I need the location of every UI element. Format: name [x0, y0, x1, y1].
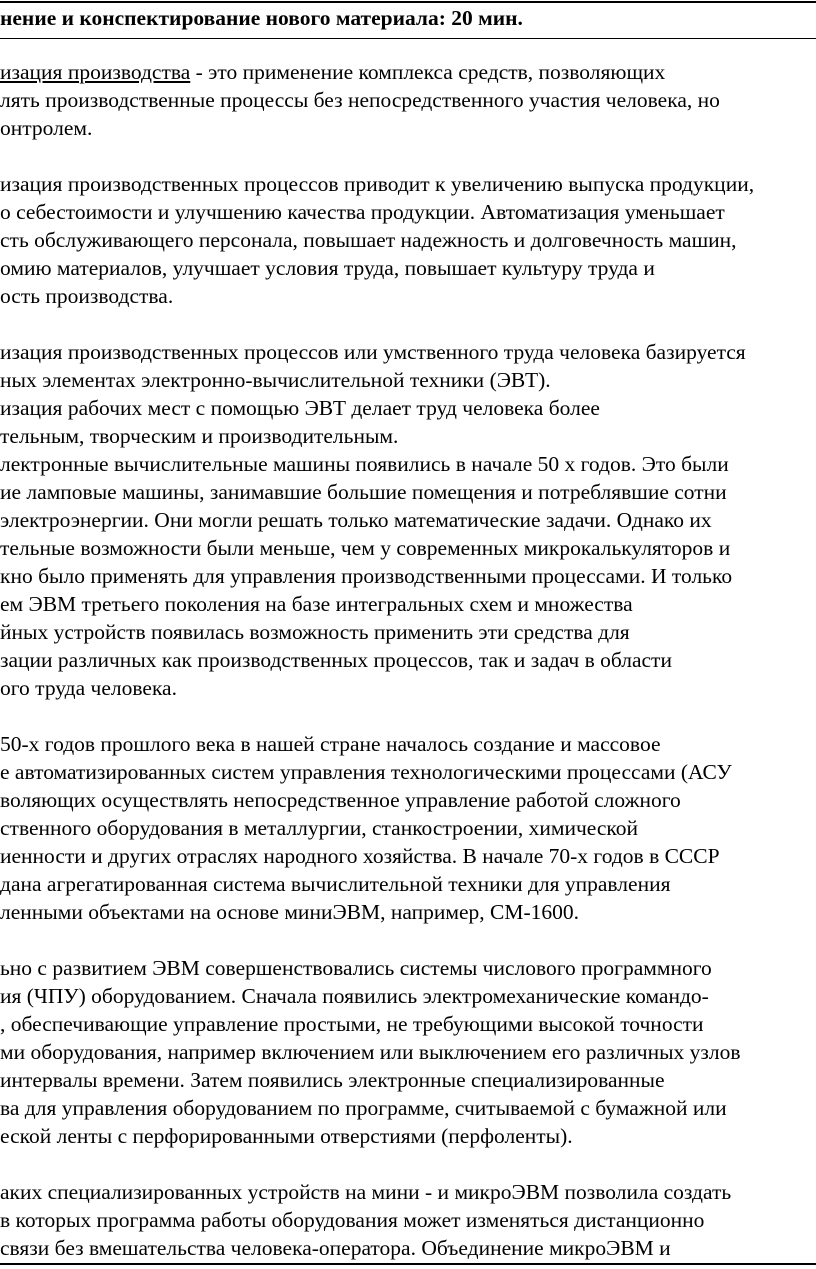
bottom-rule: [0, 1263, 816, 1265]
text-line: ми оборудования, например включением или выключением его различных узлов: [0, 1040, 741, 1064]
text-line: воляющих осуществлять непосредственное управление работой сложного: [0, 788, 681, 812]
text-line: ия (ЧПУ) оборудованием. Сначала появились электромеханические командо-: [0, 984, 709, 1008]
top-rule: [0, 1, 816, 3]
definition-first-line: [0, 58, 665, 86]
text-line: зации различных как производственных процессов, так и задач в области: [0, 648, 672, 672]
text-line: ого труда человека.: [0, 676, 177, 700]
defined-term: изация производства: [0, 60, 191, 84]
text-line: ем ЭВМ третьего поколения на базе интегральных схем и множества: [0, 592, 633, 616]
text-line: 50-х годов прошлого века в нашей стране началось создание и массовое: [0, 732, 661, 756]
text-line: сть обслуживающего персонала, повышает надежность и долговечность машин,: [0, 228, 737, 252]
text-line: лять производственные процессы без непосредственного участия человека, но: [0, 88, 720, 112]
text-line: ие ламповые машины, занимавшие большие помещения и потреблявшие сотни: [0, 480, 727, 504]
text-line: связи без вмешательства человека-оператора. Объединение микроЭВМ и: [0, 1236, 671, 1260]
text-line: ственного оборудования в металлургии, станкостроении, химической: [0, 816, 639, 840]
text-line: аких специализированных устройств на мини - и микроЭВМ позволила создать: [0, 1180, 732, 1204]
text-line: ленными объектами на основе миниЭВМ, например, СМ-1600.: [0, 900, 580, 924]
text-line: изация рабочих мест с помощью ЭВТ делает труд человека более: [0, 396, 600, 420]
text-line: лектронные вычислительные машины появились в начале 50 х годов. Это были: [0, 452, 729, 476]
text-line: тельным, творческим и производительным.: [0, 424, 399, 448]
title-rule: [0, 38, 816, 39]
text-line: ьно с развитием ЭВМ совершенствовались системы числового программного: [0, 956, 712, 980]
text-line: ных элементах электронно-вычислительной техники (ЭВТ).: [0, 368, 551, 392]
text-line: электроэнергии. Они могли решать только математические задачи. Однако их: [0, 508, 712, 532]
text-line: , обеспечивающие управление простыми, не требующими высокой точности: [0, 1012, 704, 1036]
text-line: онтролем.: [0, 116, 93, 140]
text-line: изация производственных процессов приводит к увеличению выпуска продукции,: [0, 172, 755, 196]
text-line: в которых программа работы оборудования может изменяться дистанционно: [0, 1208, 705, 1232]
text-line: интервалы времени. Затем появились электронные специализированные: [0, 1068, 665, 1092]
text-line: кно было применять для управления производственными процессами. И только: [0, 564, 733, 588]
text-line: изация производственных процессов или умственного труда человека базируется: [0, 340, 746, 364]
section-title: нение и конспектирование нового материала: 20 мин.: [0, 6, 523, 30]
text-line: дана агрегатированная система вычислительной техники для управления: [0, 872, 671, 896]
text-line: омию материалов, улучшает условия труда, повышает культуру труда и: [0, 256, 655, 280]
definition-text: - это применение комплекса средств, позволяющих: [190, 60, 666, 84]
text-line: тельные возможности были меньше, чем у современных микрокалькуляторов и: [0, 536, 731, 560]
text-line: еской ленты с перфорированными отверстиями (перфоленты).: [0, 1124, 573, 1148]
text-line: ость производства.: [0, 284, 174, 308]
text-line: е автоматизированных систем управления технологическими процессами (АСУ: [0, 760, 732, 784]
text-line: о себестоимости и улучшению качества продукции. Автоматизация уменьшает: [0, 200, 725, 224]
text-line: иенности и других отраслях народного хозяйства. В начале 70-х годов в СССР: [0, 844, 720, 868]
text-line: ва для управления оборудованием по программе, считываемой с бумажной или: [0, 1096, 727, 1120]
text-line: йных устройств появилась возможность применить эти средства для: [0, 620, 630, 644]
